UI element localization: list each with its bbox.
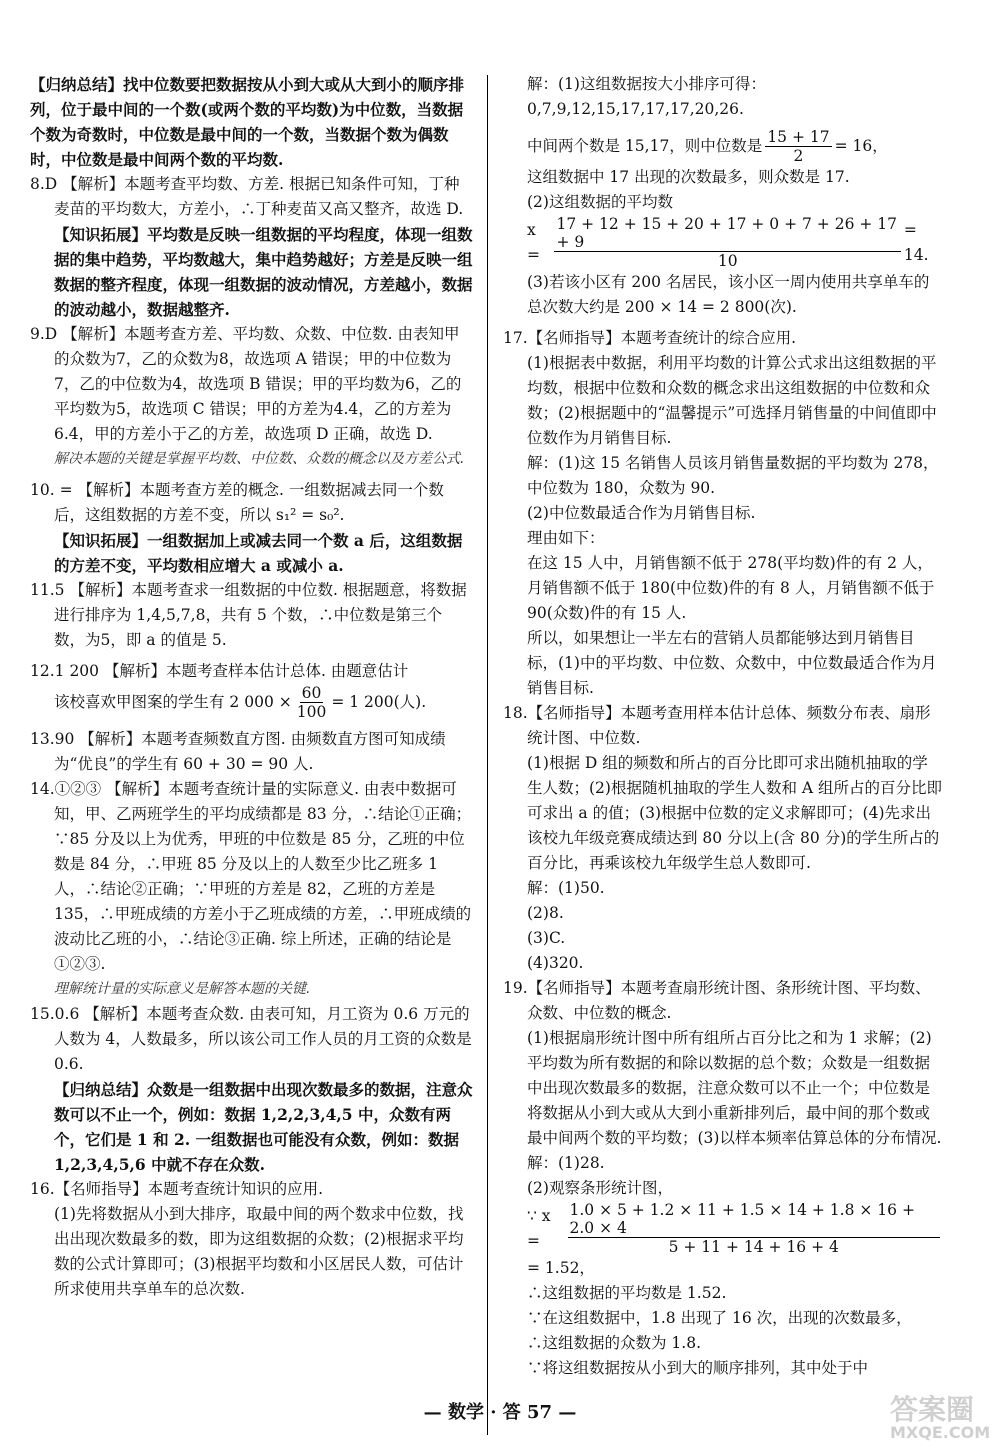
solution-18-2: (2)8. xyxy=(527,904,564,922)
answer-16-guide: 16.【名师指导】本题考查统计知识的应用. xyxy=(30,1180,324,1198)
solution-16-2: (2)这组数据的平均数 xyxy=(527,193,673,211)
mode-conclusion: ∴这组数据的众数为 1.8. xyxy=(527,1334,702,1352)
column-divider xyxy=(487,75,488,1435)
answer-18-guide: 18.【名师指导】本题考查用样本估计总体、频数分布表、扇形统计图、中位数. xyxy=(503,704,931,747)
answer-15: 15.0.6 【解析】本题考查众数. 由表可知，月工资为 0.6 万元的人数为 4，人数最多，所以该公司工作人员的月工资的众数是 0.6. xyxy=(30,1005,472,1073)
fraction: $\frac{60}{100}$ xyxy=(296,684,327,721)
fraction: $\frac{15 + 17}{2}$ xyxy=(767,128,830,165)
answer-11: 11.5 【解析】本题考查求一组数据的中位数. 根据题意，将数据进行排序为 1,4,5,7,8，共有 5 个数，∴中位数是第三个数，为5，即 a 的值是 5. xyxy=(30,581,467,649)
median-reason: ∵将这组数据按从小到大的顺序排列，其中处于中 xyxy=(527,1359,869,1377)
answer-16-method: (1)先将数据从小到大排序，取最中间的两个数求中位数，找出出现次数最多的数，即为这组数据的众数；(2)根据求平均数的公式计算即可；(3)根据平均数和小区居民人数，可估计所求使用共享单车的总次数. xyxy=(54,1205,464,1298)
answer-13: 13.90 【解析】本题考查频数直方图. 由频数直方图可知成绩为“优良”的学生有 60 + 30 = 90 人. xyxy=(30,730,446,773)
reason-conclusion: 所以，如果想让一半左右的营销人员都能够达到月销售目标，(1)中的平均数、中位数、众数中，中位数最适合作为月销售目标. xyxy=(527,629,937,697)
answer-18-method: (1)根据 D 组的频数和所占的百分比即可求出随机抽取的学生人数；(2)根据随机抽取的学生人数和 A 组所占的百分比即可求出 a 的值；(3)根据中位数的定义求解即可；(4)先求出该校九年级竞赛成绩达到 80 分以上(含 80 分)的学生所占的百分比，再乘该校九年级学生总人数即可. xyxy=(527,754,943,872)
mean-conclusion: ∴这组数据的平均数是 1.52. xyxy=(527,1284,727,1302)
watermark-logo: 答案圈 xyxy=(890,1393,975,1426)
solution-18-3: (3)C. xyxy=(527,929,566,947)
extension-mean-variance: 【知识拓展】平均数是反映一组数据的平均程度，体现一组数据的集中趋势，平均数越大，集中趋势越好；方差是反映一组数据的整齐程度，体现一组数据的波动情况，方差越小，数据的波动越小，数据越整齐. xyxy=(54,225,473,319)
right-column xyxy=(503,72,943,1381)
answer-12: 12.1 200 【解析】本题考查样本估计总体. 由题意估计 xyxy=(30,662,409,680)
weighted-mean-result: = 1.52， xyxy=(527,1259,595,1277)
fraction: $\frac{17 + 12 + 15 + 20 + 17 + 0 + 7 + 26 + 17 + 9}{10}$ xyxy=(554,215,900,270)
answer-8: 8.D 【解析】本题考查平均数、方差. 根据已知条件可知，丁种麦苗的平均数大，方差小，∴丁种麦苗又高又整齐，故选 D. xyxy=(30,175,464,218)
watermark-url: MXQE.COM xyxy=(890,1423,991,1442)
answer-19-method: (1)根据扇形统计图中所有组所占百分比之和为 1 求解；(2)平均数为所有数据的和除以数据的总个数；众数是一组数据中出现次数最多的数据，注意众数可以不止一个；中位数是将数据从小到大或从大到小重新排列后，最中间的那个数或最中间两个数的平均数；(3)以样本频率估算总体的分布情况. xyxy=(527,1029,942,1147)
answer-17-method: (1)根据表中数据，利用平均数的计算公式求出这组数据的平均数，根据中位数和众数的概念求出这组数据的中位数和众数；(2)根据题中的“温馨提示”可选择月销售量的中间值即中位数作为月销售目标. xyxy=(527,354,937,447)
answer-10: 10. = 【解析】本题考查方差的概念. 一组数据减去同一个数后，这组数据的方差不变，所以 s₁² = s₀². xyxy=(30,481,444,524)
mode-statement: 这组数据中 17 出现的次数最多，则众数是 17. xyxy=(527,168,850,186)
solution-19-1: 解：(1)28. xyxy=(527,1154,605,1172)
summary-median: 【归纳总结】找中位数要把数据按从小到大或从大到小的顺序排列，位于最中间的一个数(或两个数的平均数)为中位数，当数据个数为奇数时，中位数是最中间的一个数，当数据个数为偶数时，中位数是最中间两个数的平均数. xyxy=(30,75,465,169)
solution-17-2: (2)中位数最适合作为月销售目标. xyxy=(527,504,756,522)
summary-mode: 【归纳总结】众数是一组数据中出现次数最多的数据，注意众数可以不止一个，例如：数据 1,2,2,3,4,5 中，众数有两个，它们是 1 和 2. 一组数据也可能没有众数，例如：数据 1,2,3,4,5,6 中就不存在众数. xyxy=(54,1080,473,1174)
answer-12-formula: 该校喜欢甲图案的学生有 2 000 × $\frac{60}{100}$ = 1 200(人). xyxy=(54,684,427,721)
fraction: $\frac{1.0 \times 5 + 1.2 \times 11 + 1.5 \times 14 + 1.8 \times 16 + 2.0 \times 4}{5 + 11 + 14 + 16 + 4}$ xyxy=(568,1201,941,1256)
mean-formula: x = $\frac{17 + 12 + 15 + 20 + 17 + 0 + 7 + 26 + 17 + 9}{10}$ = 14. xyxy=(527,215,929,270)
answer-9: 9.D 【解析】本题考查方差、平均数、众数、中位数. 由表知甲的众数为7，乙的众数为8，故选项 A 错误；甲的中位数为7，乙的中位数为4，故选项 B 错误；甲的平均数为6，乙的平均数为5，故选项 C 错误；甲的方差为4.4，乙的方差为6.4，甲的方差小于乙的方差，故选项 D 正确，故选 D. xyxy=(30,325,462,443)
answer-17-guide: 17.【名师指导】本题考查统计的综合应用. xyxy=(503,329,797,347)
extension-variance-shift: 【知识拓展】一组数据加上或减去同一个数 a 后，这组数据的方差不变，平均数相应增大 a 或减小 a. xyxy=(54,531,463,575)
solution-16-1: 解：(1)这组数据按大小排序可得：0,7,9,12,15,17,17,17,20,26. xyxy=(527,75,766,118)
solution-19-2: (2)观察条形统计图， xyxy=(527,1179,673,1197)
solution-18-4: (4)320. xyxy=(527,954,584,972)
site-watermark xyxy=(890,1395,990,1445)
answer-14: 14.①②③ 【解析】本题考查统计量的实际意义. 由表中数据可知，甲、乙两班学生的平均成绩都是 83 分，∴结论①正确；∵85 分及以上为优秀，甲班的中位数是 85 分，乙班的中位数是 84 分，∴甲班 85 分及以上的人数至少比乙班多 1 人，∴结论②正确；∵甲班的方差是 82，乙班的方差是 135，∴甲班成绩的方差小于乙班成绩的方差，∴甲班成绩的波动比乙班的小，∴结论③正确. 综上所述，正确的结论是①②③. xyxy=(30,780,472,973)
handwritten-note-14: 理解统计量的实际意义是解答本题的关键. xyxy=(54,981,311,997)
solution-16-3: (3)若该小区有 200 名居民，该小区一周内使用共享单车的总次数大约是 200 × 14 = 2 800(次). xyxy=(527,273,930,316)
median-formula: 中间两个数是 15,17，则中位数是 $\frac{15 + 17}{2}$ = 16， xyxy=(527,128,888,165)
mode-reason: ∵在这组数据中，1.8 出现了 16 次，出现的次数最多， xyxy=(527,1309,912,1327)
reason-body: 在这 15 人中，月销售额不低于 278(平均数)件的有 2 人，月销售额不低于 180(中位数)件的有 8 人，月销售额不低于 90(众数)件的有 15 人. xyxy=(527,554,935,622)
answer-19-guide: 19.【名师指导】本题考查扇形统计图、条形统计图、平均数、众数、中位数的概念. xyxy=(503,979,931,1022)
solution-18-1: 解：(1)50. xyxy=(527,879,605,897)
reason-heading: 理由如下： xyxy=(527,529,605,547)
page-footer: — 数学 · 答 57 — xyxy=(423,1402,577,1423)
solution-17-1: 解：(1)这 15 名销售人员该月销售量数据的平均数为 278，中位数为 180，众数为 90. xyxy=(527,454,939,497)
weighted-mean-formula: ∵ x = $\frac{1.0 \times 5 + 1.2 \times 11 + 1.5 \times 14 + 1.8 \times 16 + 2.0 \times 4}{5 + 11 + 14 + 16 + 4}$ xyxy=(503,1201,943,1256)
left-column xyxy=(30,72,473,1302)
handwritten-note-9: 解决本题的关键是掌握平均数、中位数、众数的概念以及方差公式. xyxy=(54,451,465,467)
